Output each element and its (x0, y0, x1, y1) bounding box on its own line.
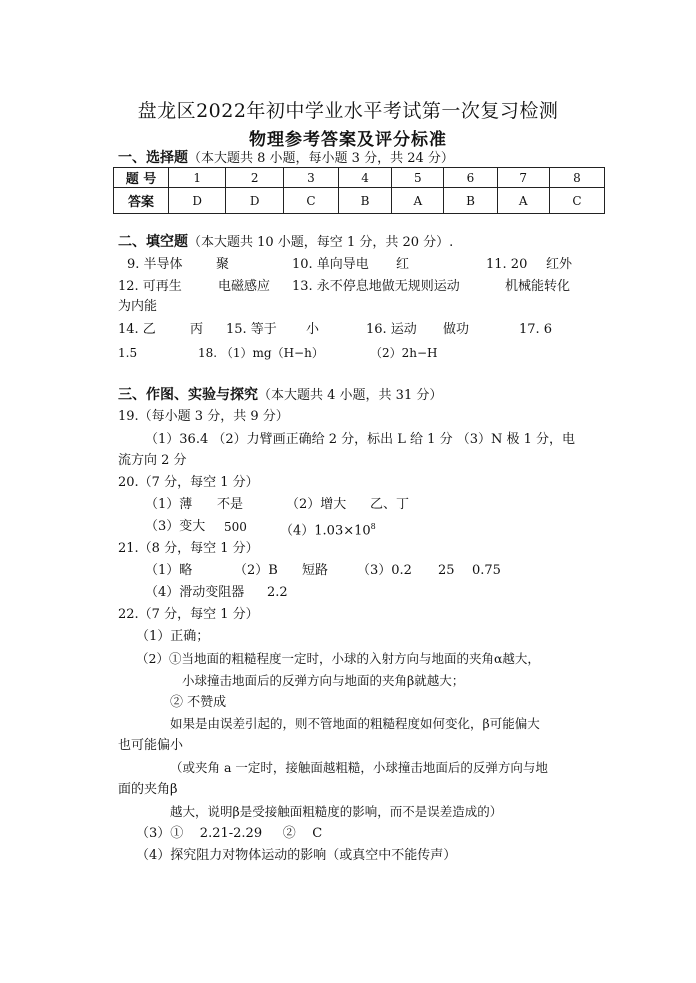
q20-line-2 (0, 518, 696, 539)
section3-heading-line (118, 386, 442, 405)
answer-text: （3）0.2 (357, 563, 412, 578)
answer-text: 16. 运动 (366, 322, 417, 337)
answer-text: 11. 20 (486, 257, 528, 272)
table-cell: D (169, 188, 226, 214)
answer-text: （2）增大 (286, 497, 347, 512)
s2-line-3: 为内能 (118, 299, 158, 314)
q22-line-4: ② 不赞成 (170, 695, 227, 710)
q19-head: 19.（每小题 3 分，共 9 分） (118, 409, 289, 424)
section2-heading: 二、填空题 (118, 234, 188, 250)
q21-line-1 (0, 562, 696, 580)
answer-text: 红 (396, 257, 410, 272)
q19-line-2: 流方向 2 分 (118, 453, 187, 468)
q22-line-1: （1）正确； (136, 629, 210, 644)
answer-text: 10. 单向导电 (292, 257, 369, 272)
table-cell: A (497, 188, 549, 214)
answer-text: 1.5 (118, 346, 138, 360)
q21-line-2 (0, 584, 696, 602)
q22-line-3: 小球撞击地面后的反弹方向与地面的夹角β就越大； (182, 673, 465, 688)
table-cell: B (338, 188, 391, 214)
table-header-answer: 答案 (114, 188, 169, 214)
q20-line-1 (0, 496, 696, 514)
section2-heading-line (118, 233, 453, 252)
table-cell: 6 (444, 168, 497, 188)
answer-text: （4）滑动变阻器 (145, 585, 245, 600)
table-cell: C (283, 188, 338, 214)
answer-text: 0.75 (472, 563, 501, 578)
answer-text: 短路 (302, 563, 329, 578)
table-cell: D (226, 188, 283, 214)
table-cell: 7 (497, 168, 549, 188)
q22-line-9: 越大，说明β是受接触面粗糙度的影响，而不是误差造成的） (170, 804, 503, 819)
answer-text: 17. 6 (519, 322, 553, 337)
table-row-answers (114, 188, 605, 214)
q22-line-8: 面的夹角β (118, 782, 178, 797)
answer-text: 小 (306, 322, 320, 337)
q22-line-2: （2）①当地面的粗糙程度一定时，小球的入射方向与地面的夹角α越大， (136, 651, 540, 666)
table-cell: 2 (226, 168, 283, 188)
table-cell: B (444, 188, 497, 214)
s2-line-5 (0, 344, 696, 362)
answer-text: 聚 (216, 257, 230, 272)
section1-heading-line (118, 149, 454, 168)
table-header-number: 题 号 (114, 168, 169, 188)
page-subtitle: 物理参考答案及评分标准 (249, 130, 447, 150)
table-cell: 1 (169, 168, 226, 188)
section3-note: （本大题共 4 小题，共 31 分） (258, 388, 443, 403)
answer-text: 丙 (190, 322, 204, 337)
density-value: （4）1.03×10 (280, 523, 371, 539)
q22-head: 22.（7 分，每空 1 分） (118, 607, 259, 622)
answer-table (113, 167, 605, 214)
s2-line-2 (0, 278, 696, 296)
answer-text: 红外 (546, 257, 573, 272)
table-row-numbers (114, 168, 605, 188)
table-cell: 8 (549, 168, 604, 188)
page-title: 盘龙区2022年初中学业水平考试第一次复习检测 (137, 100, 559, 122)
answer-text: （1）薄 (145, 497, 193, 512)
answer-text: 机械能转化 (505, 279, 571, 294)
answer-text: 18. （1）mg（H−h） (198, 346, 324, 360)
answer-text: 12. 可再生 (118, 279, 182, 294)
q20-head: 20.（7 分，每空 1 分） (118, 475, 259, 490)
answer-text: （3）变大 (145, 519, 206, 534)
answer-text: 乙、丁 (370, 497, 410, 512)
answer-text: （2）2h−H (370, 346, 438, 360)
answer-text: 不是 (217, 497, 244, 512)
table-cell: C (549, 188, 604, 214)
answer-text: 2.2 (267, 585, 288, 600)
table-cell: 4 (338, 168, 391, 188)
answer-text: 15. 等于 (226, 322, 277, 337)
section2-note: （本大题共 10 小题，每空 1 分，共 20 分）. (188, 235, 454, 250)
s2-line-1 (0, 256, 696, 274)
q22-line-6: 也可能偏小 (118, 738, 184, 753)
answer-text: 500 (224, 520, 247, 534)
q21-head: 21.（8 分，每空 1 分） (118, 541, 259, 556)
answer-text: 9. 半导体 (127, 257, 183, 272)
section1-note: （本大题共 8 小题，每小题 3 分，共 24 分） (188, 151, 454, 166)
table-cell: 3 (283, 168, 338, 188)
section1-heading: 一、选择题 (118, 150, 188, 166)
table-cell: 5 (392, 168, 444, 188)
answer-text: 25 (438, 563, 455, 578)
section3-heading: 三、作图、实验与探究 (118, 387, 258, 403)
q19-line-1: （1）36.4 （2）力臂画正确给 2 分，标出 L 给 1 分 （3）N 极 1 分，电 (145, 432, 576, 447)
q22-line-10: （3）① 2.21-2.29 ② C (136, 826, 323, 841)
answer-text: 电磁感应 (218, 279, 271, 294)
q22-line-7: （或夹角 a 一定时，接触面越粗糙，小球撞击地面后的反弹方向与地 (170, 760, 548, 775)
answer-text: 做功 (443, 322, 470, 337)
q22-line-11: （4）探究阻力对物体运动的影响（或真空中不能传声） (136, 848, 457, 863)
answer-text: （2）B (234, 563, 278, 578)
answer-text: 13. 永不停息地做无规则运动 (292, 279, 460, 294)
answer-text (280, 518, 376, 540)
q22-line-5: 如果是由误差引起的，则不管地面的粗糙程度如何变化，β可能偏大 (170, 716, 540, 731)
table-cell: A (392, 188, 444, 214)
answer-text: 14. 乙 (118, 322, 156, 337)
answer-text: （1）略 (145, 563, 193, 578)
s2-line-4 (0, 321, 696, 339)
density-exponent: 8 (370, 522, 376, 531)
